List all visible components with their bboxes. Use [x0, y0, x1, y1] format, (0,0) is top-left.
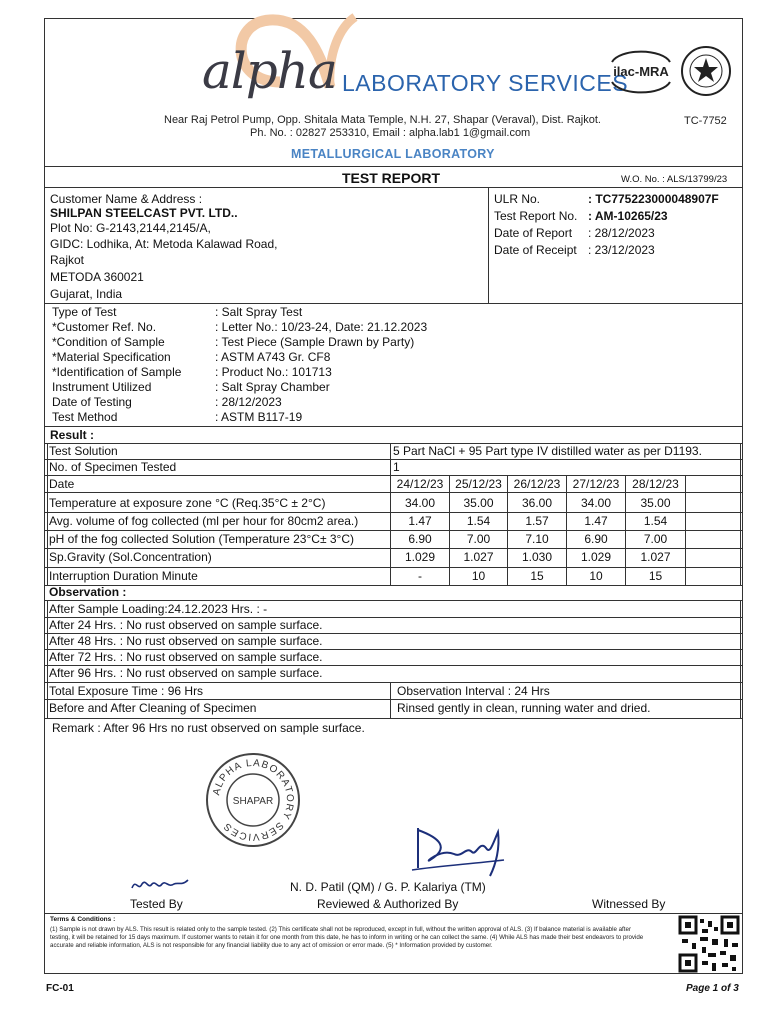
divider	[47, 600, 48, 718]
info-label: Instrument Utilized	[52, 380, 152, 394]
value-cell: 7.00	[466, 532, 491, 546]
divider	[45, 475, 742, 476]
authorized-signature	[410, 818, 506, 880]
row-label: Sp.Gravity (Sol.Concentration)	[49, 550, 212, 564]
qr-code-icon	[678, 915, 740, 973]
witnessed-by-label: Witnessed By	[592, 897, 666, 911]
value-cell: 34.00	[404, 496, 436, 510]
meta-label: Date of Receipt	[494, 243, 577, 257]
row-value: 5 Part NaCl + 95 Part type IV distilled water as per D1193.	[393, 444, 702, 458]
date-cell: 26/12/23	[513, 477, 561, 491]
divider	[45, 567, 742, 568]
ilac-mra-logo	[606, 48, 676, 94]
tc-number: TC-7752	[684, 115, 727, 127]
report-title: TEST REPORT	[342, 170, 441, 186]
observation-row: After 48 Hrs. : No rust observed on sample surface.	[49, 634, 323, 648]
customer-address-line: Rajkot	[50, 253, 85, 267]
info-label: *Condition of Sample	[52, 335, 165, 349]
row-label: pH of the fog collected Solution (Temperature 23°C± 3°C)	[49, 532, 355, 546]
row-value: Observation Interval : 24 Hrs	[397, 684, 550, 698]
result-label: Result :	[50, 428, 95, 442]
row-label: Before and After Cleaning of Specimen	[49, 701, 257, 715]
remark: Remark : After 96 Hrs no rust observed on sample surface.	[52, 721, 365, 735]
value-cell: 36.00	[521, 496, 553, 510]
tested-by-signature	[130, 876, 190, 894]
divider	[45, 718, 742, 719]
customer-name: SHILPAN STEELCAST PVT. LTD..	[50, 206, 238, 220]
logo-subtitle: LABORATORY SERVICES	[342, 70, 629, 96]
value-cell: 6.90	[408, 532, 432, 546]
info-value: : Test Piece (Sample Drawn by Party)	[215, 335, 415, 349]
divider	[45, 303, 742, 304]
terms-text: (1) Sample is not drawn by ALS. This result is related only to the sample tested. (2) This certificate shall not be reproduced, except in full, without the written approval of ALS. (3) If balance material is available after testing, it will be retained for 15 days maximum. If customer wants to retain it for one month from this date, he has to inform in writing or he can collect the same. (4) While ALS has made their best endeavors to provide accurate and reliable information, ALS is not responsible for any financial liability due to any act of omission or error made. (5) * Information provided by customer.	[50, 926, 644, 950]
divider	[45, 585, 742, 586]
value-cell: 1.029	[404, 550, 436, 564]
value-cell: 1.47	[408, 514, 432, 528]
signatory-names: N. D. Patil (QM) / G. P. Kalariya (TM)	[290, 880, 486, 894]
stamp-ring-text: ALPHA LABORATORY SERVICES	[211, 757, 296, 843]
value-cell: 1.030	[521, 550, 553, 564]
customer-address-line: Plot No: G-2143,2144,2145/A,	[50, 221, 211, 235]
ilac-mra-label: ilac-MRA	[613, 64, 669, 79]
laboratory-stamp	[205, 752, 301, 848]
info-label: Test Method	[52, 410, 118, 424]
divider	[45, 548, 742, 549]
row-value: Rinsed gently in clean, running water and dried.	[397, 701, 651, 715]
divider	[45, 600, 742, 601]
info-value: : Letter No.: 10/23-24, Date: 21.12.2023	[215, 320, 428, 334]
info-value: : Product No.: 101713	[215, 365, 332, 379]
date-cell: 24/12/23	[396, 477, 444, 491]
value-cell: 15	[648, 569, 663, 583]
stamp-center-text: SHAPAR	[232, 796, 274, 807]
row-label: Avg. volume of fog collected (ml per hour for 80cm2 area.)	[49, 514, 359, 528]
info-label: *Material Specification	[52, 350, 171, 364]
meta-label: Test Report No.	[494, 209, 578, 223]
meta-label: ULR No.	[494, 192, 541, 206]
value-cell: 1.54	[643, 514, 668, 528]
value-cell: 7.00	[643, 532, 668, 546]
divider	[45, 530, 742, 531]
row-label: No. of Specimen Tested	[49, 460, 177, 474]
observation-label: Observation :	[49, 585, 127, 599]
divider	[740, 600, 741, 718]
value-cell: 1.027	[463, 550, 494, 564]
reviewed-by-label: Reviewed & Authorized By	[317, 897, 459, 911]
info-label: *Identification of Sample	[52, 365, 182, 379]
date-cell: 25/12/23	[455, 477, 502, 491]
work-order-number: W.O. No. : ALS/13799/23	[621, 174, 728, 185]
date-of-receipt: : 23/12/2023	[588, 243, 655, 257]
info-label: Date of Testing	[52, 395, 132, 409]
divider	[45, 512, 742, 513]
observation-row: After 24 Hrs. : No rust observed on sample surface.	[49, 618, 323, 632]
value-cell: 34.00	[580, 496, 612, 510]
value-cell: 35.00	[640, 496, 671, 510]
value-cell: 1.027	[640, 550, 671, 564]
value-cell: 7.10	[525, 532, 549, 546]
logo-wordmark: alpha	[202, 42, 337, 100]
divider	[45, 913, 742, 914]
value-cell: 35.00	[463, 496, 494, 510]
info-label: *Customer Ref. No.	[52, 320, 157, 334]
row-label: Total Exposure Time : 96 Hrs	[49, 684, 204, 698]
divider	[45, 699, 742, 700]
date-of-report: : 28/12/2023	[588, 226, 655, 240]
department-name: METALLURGICAL LABORATORY	[291, 147, 495, 161]
value-cell: 1.54	[466, 514, 491, 528]
divider	[390, 682, 391, 718]
divider	[685, 475, 686, 585]
divider	[488, 188, 489, 303]
form-number: FC-01	[46, 983, 74, 994]
lab-contact: Ph. No. : 02827 253310, Email : alpha.lab1 1@gmail.com	[250, 127, 531, 139]
value-cell: 1.029	[580, 550, 612, 564]
row-label: Interruption Duration Minute	[49, 569, 198, 583]
info-value: : ASTM B117-19	[215, 410, 303, 424]
divider	[740, 443, 741, 585]
nabl-seal-icon	[680, 45, 732, 97]
value-cell: -	[418, 569, 422, 583]
page-indicator: Page 1 of 3	[686, 983, 739, 994]
info-value: : Salt Spray Test	[215, 305, 303, 319]
info-value: : ASTM A743 Gr. CF8	[215, 350, 331, 364]
info-label: Type of Test	[52, 305, 117, 319]
meta-label: Date of Report	[494, 226, 573, 240]
row-label: Test Solution	[49, 444, 118, 458]
observation-row: After 72 Hrs. : No rust observed on sample surface.	[49, 650, 323, 664]
value-cell: 1.57	[525, 514, 549, 528]
value-cell: 10	[471, 569, 486, 583]
date-cell: 27/12/23	[572, 477, 620, 491]
date-cell: 28/12/23	[632, 477, 679, 491]
row-label: Temperature at exposure zone °C (Req.35°C ± 2°C)	[49, 496, 326, 510]
customer-address-line: Gujarat, India	[50, 287, 123, 301]
info-value: : 28/12/2023	[215, 395, 282, 409]
value-cell: 6.90	[584, 532, 608, 546]
divider	[45, 426, 742, 427]
test-report-number: : AM-10265/23	[588, 209, 668, 223]
observation-row: After 96 Hrs. : No rust observed on sample surface.	[49, 666, 323, 680]
value-cell: 15	[530, 569, 544, 583]
observation-row: After Sample Loading:24.12.2023 Hrs. : -	[49, 602, 268, 616]
customer-label: Customer Name & Address :	[50, 192, 203, 206]
divider	[45, 492, 742, 493]
info-value: : Salt Spray Chamber	[215, 380, 330, 394]
divider	[45, 682, 742, 683]
lab-address: Near Raj Petrol Pump, Opp. Shitala Mata Temple, N.H. 27, Shapar (Veraval), Dist. Rajkot.	[164, 114, 601, 126]
divider	[47, 443, 48, 585]
row-label: Date	[49, 477, 75, 491]
terms-title: Terms & Conditions :	[50, 916, 116, 923]
ulr-number: : TC775223000048907F	[588, 192, 719, 206]
value-cell: 10	[589, 569, 603, 583]
value-cell: 1.47	[584, 514, 608, 528]
row-value: 1	[393, 460, 400, 474]
customer-address-line: GIDC: Lodhika, At: Metoda Kalawad Road,	[50, 237, 278, 251]
tested-by-label: Tested By	[130, 897, 183, 911]
customer-address-line: METODA 360021	[50, 270, 144, 284]
